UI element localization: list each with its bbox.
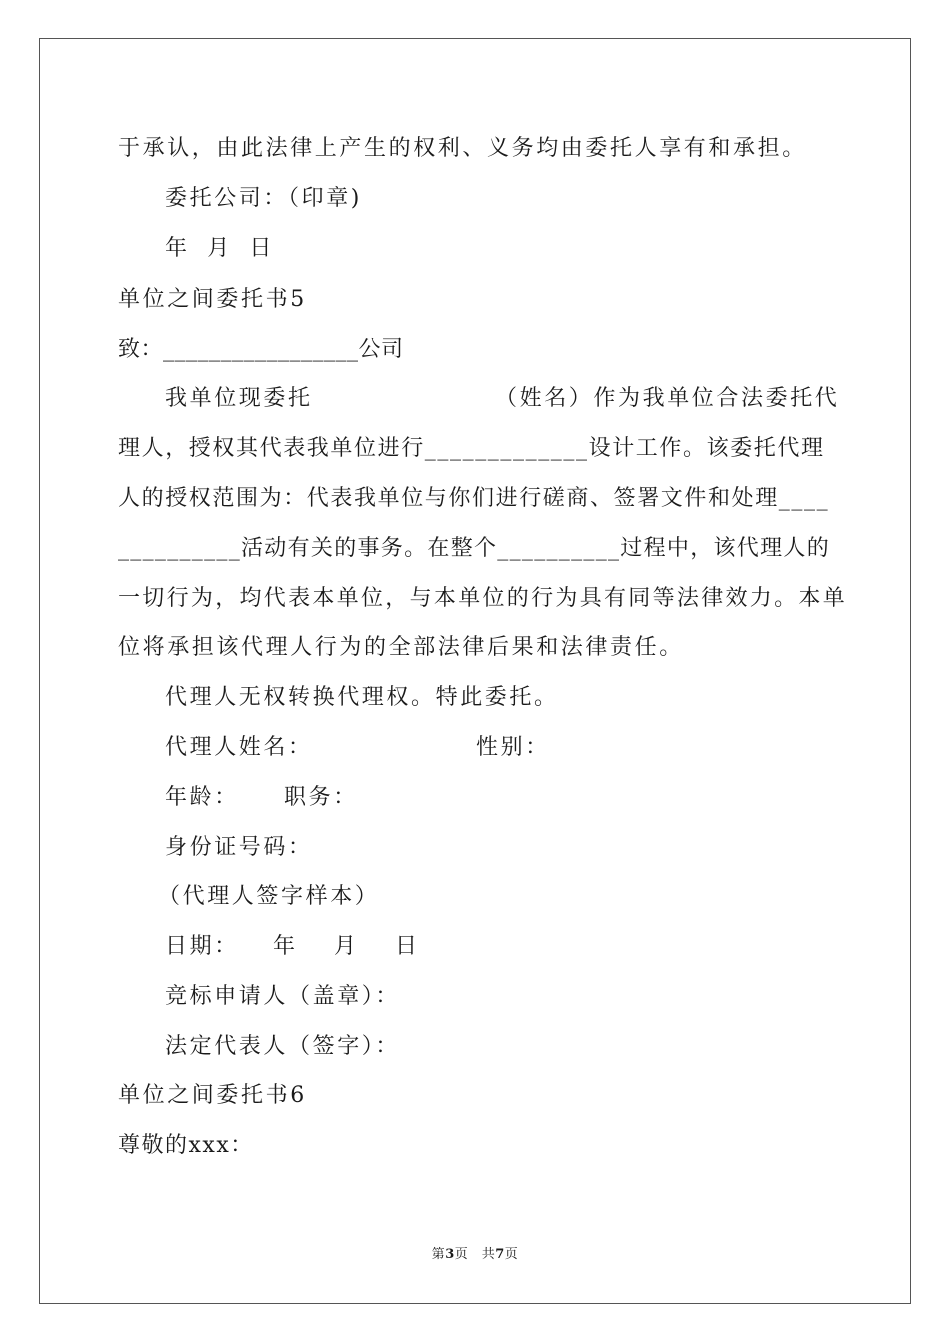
id-number-label: 身份证号码： [165,835,313,860]
legal-rep-label: 法定代表人（签字）： [165,1034,401,1059]
applicant-seal-label: 竞标申请人（盖章）： [165,984,401,1009]
date-year: 年 [273,934,298,959]
total-page-number: 7 [495,1247,505,1262]
age-label: 年龄： [165,785,239,810]
signature-sample-label: （代理人签字样本） [158,884,380,909]
date-month: 月 [334,934,359,959]
body-line: __________活动有关的事务。在整个__________过程中，该代理人的 [118,536,831,561]
body-line: 代理人无权转换代理权。特此委托。 [165,685,559,710]
body-line: 我单位现委托 [165,386,313,411]
section-heading: 单位之间委托书6 [118,1083,307,1108]
position-label: 职务： [284,785,358,810]
footer-prefix: 第 [431,1247,446,1262]
date-label: 日期： [165,934,239,959]
footer-mid: 页 共 [454,1247,496,1262]
body-line: 致：_________________公司 [118,337,404,362]
gender-label: 性别： [476,735,550,760]
page-border [39,38,911,1304]
body-line: 委托公司：（印章) [165,186,362,211]
body-line: （姓名）作为我单位合法委托代 [495,386,840,411]
page-footer [0,1246,950,1264]
body-line: 年 月 日 [165,236,274,261]
footer-suffix: 页 [504,1247,519,1262]
body-line: 于承认，由此法律上产生的权利、义务均由委托人享有和承担。 [118,136,807,161]
section-heading: 单位之间委托书5 [118,287,307,312]
body-line: 位将承担该代理人行为的全部法律后果和法律责任。 [118,635,684,660]
body-line: 人的授权范围为：代表我单位与你们进行磋商、签署文件和处理____ [118,486,830,511]
date-day: 日 [395,934,420,959]
current-page-number: 3 [445,1247,455,1262]
agent-name-label: 代理人姓名： [165,735,313,760]
body-line: 理人，授权其代表我单位进行_____________设计工作。该委托代理 [118,436,825,461]
salutation: 尊敬的xxx： [118,1133,254,1158]
body-line: 一切行为，均代表本单位，与本单位的行为具有同等法律效力。本单 [118,586,848,611]
